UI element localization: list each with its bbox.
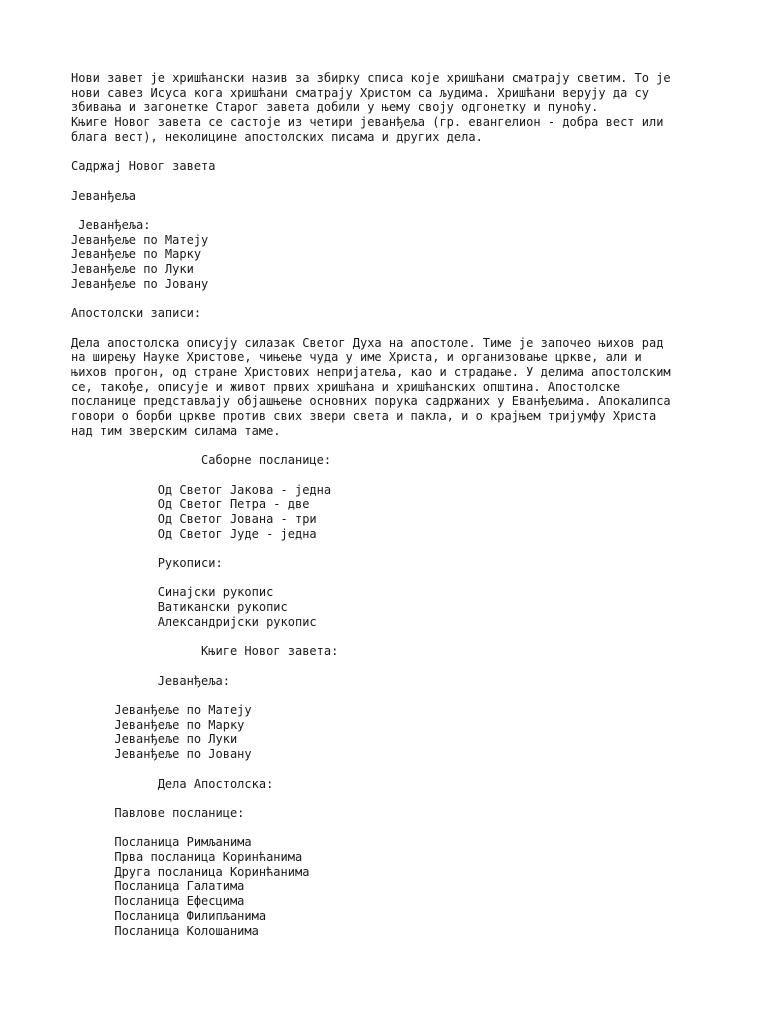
text-line [71,174,731,189]
text-line: Посланица Колошанима [71,923,259,938]
text-line: Од Светог Јакова - једна [71,482,332,497]
text-line: Посланица Римљанима [71,835,252,850]
text-line: Јеванђеља: [71,673,230,688]
text-line [71,571,731,586]
text-line [71,468,731,483]
text-line: Прва посланица Коринћанима [71,850,303,865]
text-line: Посланица Галатима [71,879,245,894]
text-line: Јеванђеље по Матеју [71,232,209,247]
text-line [71,762,731,777]
text-line [71,659,731,674]
text-line: Јеванђеље по Јовану [71,276,209,291]
text-line: Друга посланица Коринћанима [71,864,310,879]
text-line: над тим зверским силама таме. [71,423,281,438]
text-line: Јеванђеља: [71,217,151,232]
text-line: Ватикански рукопис [71,600,288,615]
text-line [71,630,731,645]
text-line: Од Светог Јуде - једна [71,526,317,541]
text-line: Нови завет је хришћански назив за збирку списа које хришћани сматрају светим. То је [71,71,671,85]
text-line [71,791,731,806]
text-line: Саборне посланице: [71,453,332,468]
text-line: Књиге Новог завета: [71,644,339,659]
text-line: Јеванђеље по Луки [71,732,238,747]
text-line: Синајски рукопис [71,585,274,600]
text-line: Од Светог Јована - три [71,511,317,526]
text-line: Александријски рукопис [71,614,317,629]
text-line: Рукописи: [71,556,223,571]
text-line: Апостолски записи: [71,306,202,321]
text-line [71,439,731,454]
text-line [71,321,731,336]
text-line [71,203,731,218]
text-line [71,292,731,307]
text-line: Дела апостолска описују силазак Светог Духа на апостоле. Тиме је започео њихов рад [71,335,664,350]
text-line: њихов прогон, од стране Христових непријатеља, као и страдање. У делима апостолским [71,364,671,379]
text-line: нови савез Исуса кога хришћани сматрају Христом са људима. Хришћани верују да су [71,85,649,100]
text-line [71,821,731,836]
text-line: на ширењу Науке Христове, чињење чуда у име Христа, и организовање цркве, али и [71,350,642,365]
text-line: блага вест), неколицине апостолских писама и других дела. [71,129,483,144]
text-line: Књиге Новог завета се састоје из четири јеванђеља (гр. евангелион - добра вест или [71,115,664,130]
text-line: Јеванђеље по Марку [71,717,245,732]
text-line: говори о борби цркве против свих звери света и пакла, и о крајњем тријумфу Христа [71,409,657,424]
text-line: се, такође, описује и живот првих хришћана и хришћанских општина. Апостолске [71,379,621,394]
text-line: Посланица Ефесцима [71,894,245,909]
text-line: Јеванђеље по Јовану [71,747,252,762]
text-line [71,541,731,556]
text-line: посланице представљају објашњење основних порука садржаних у Еванђељима. Апокалипса [71,394,671,409]
text-line: Од Светог Петра - две [71,497,310,512]
text-line [71,145,731,160]
text-line: Дела Апостолска: [71,776,274,791]
text-line: Јеванђеља [71,188,137,203]
text-line: Јеванђеље по Луки [71,262,194,277]
text-line: Јеванђеље по Матеју [71,703,252,718]
text-line: Јеванђеље по Марку [71,247,202,262]
text-line: Павлове посланице: [71,805,245,820]
text-line: Садржај Новог завета [71,159,216,174]
text-line [71,688,731,703]
text-line: збивања и загонетке Старог завета добили у њему своју одгонетку и пуноћу. [71,100,599,115]
text-line: Посланица Филипљанима [71,908,267,923]
document-text [71,71,731,938]
